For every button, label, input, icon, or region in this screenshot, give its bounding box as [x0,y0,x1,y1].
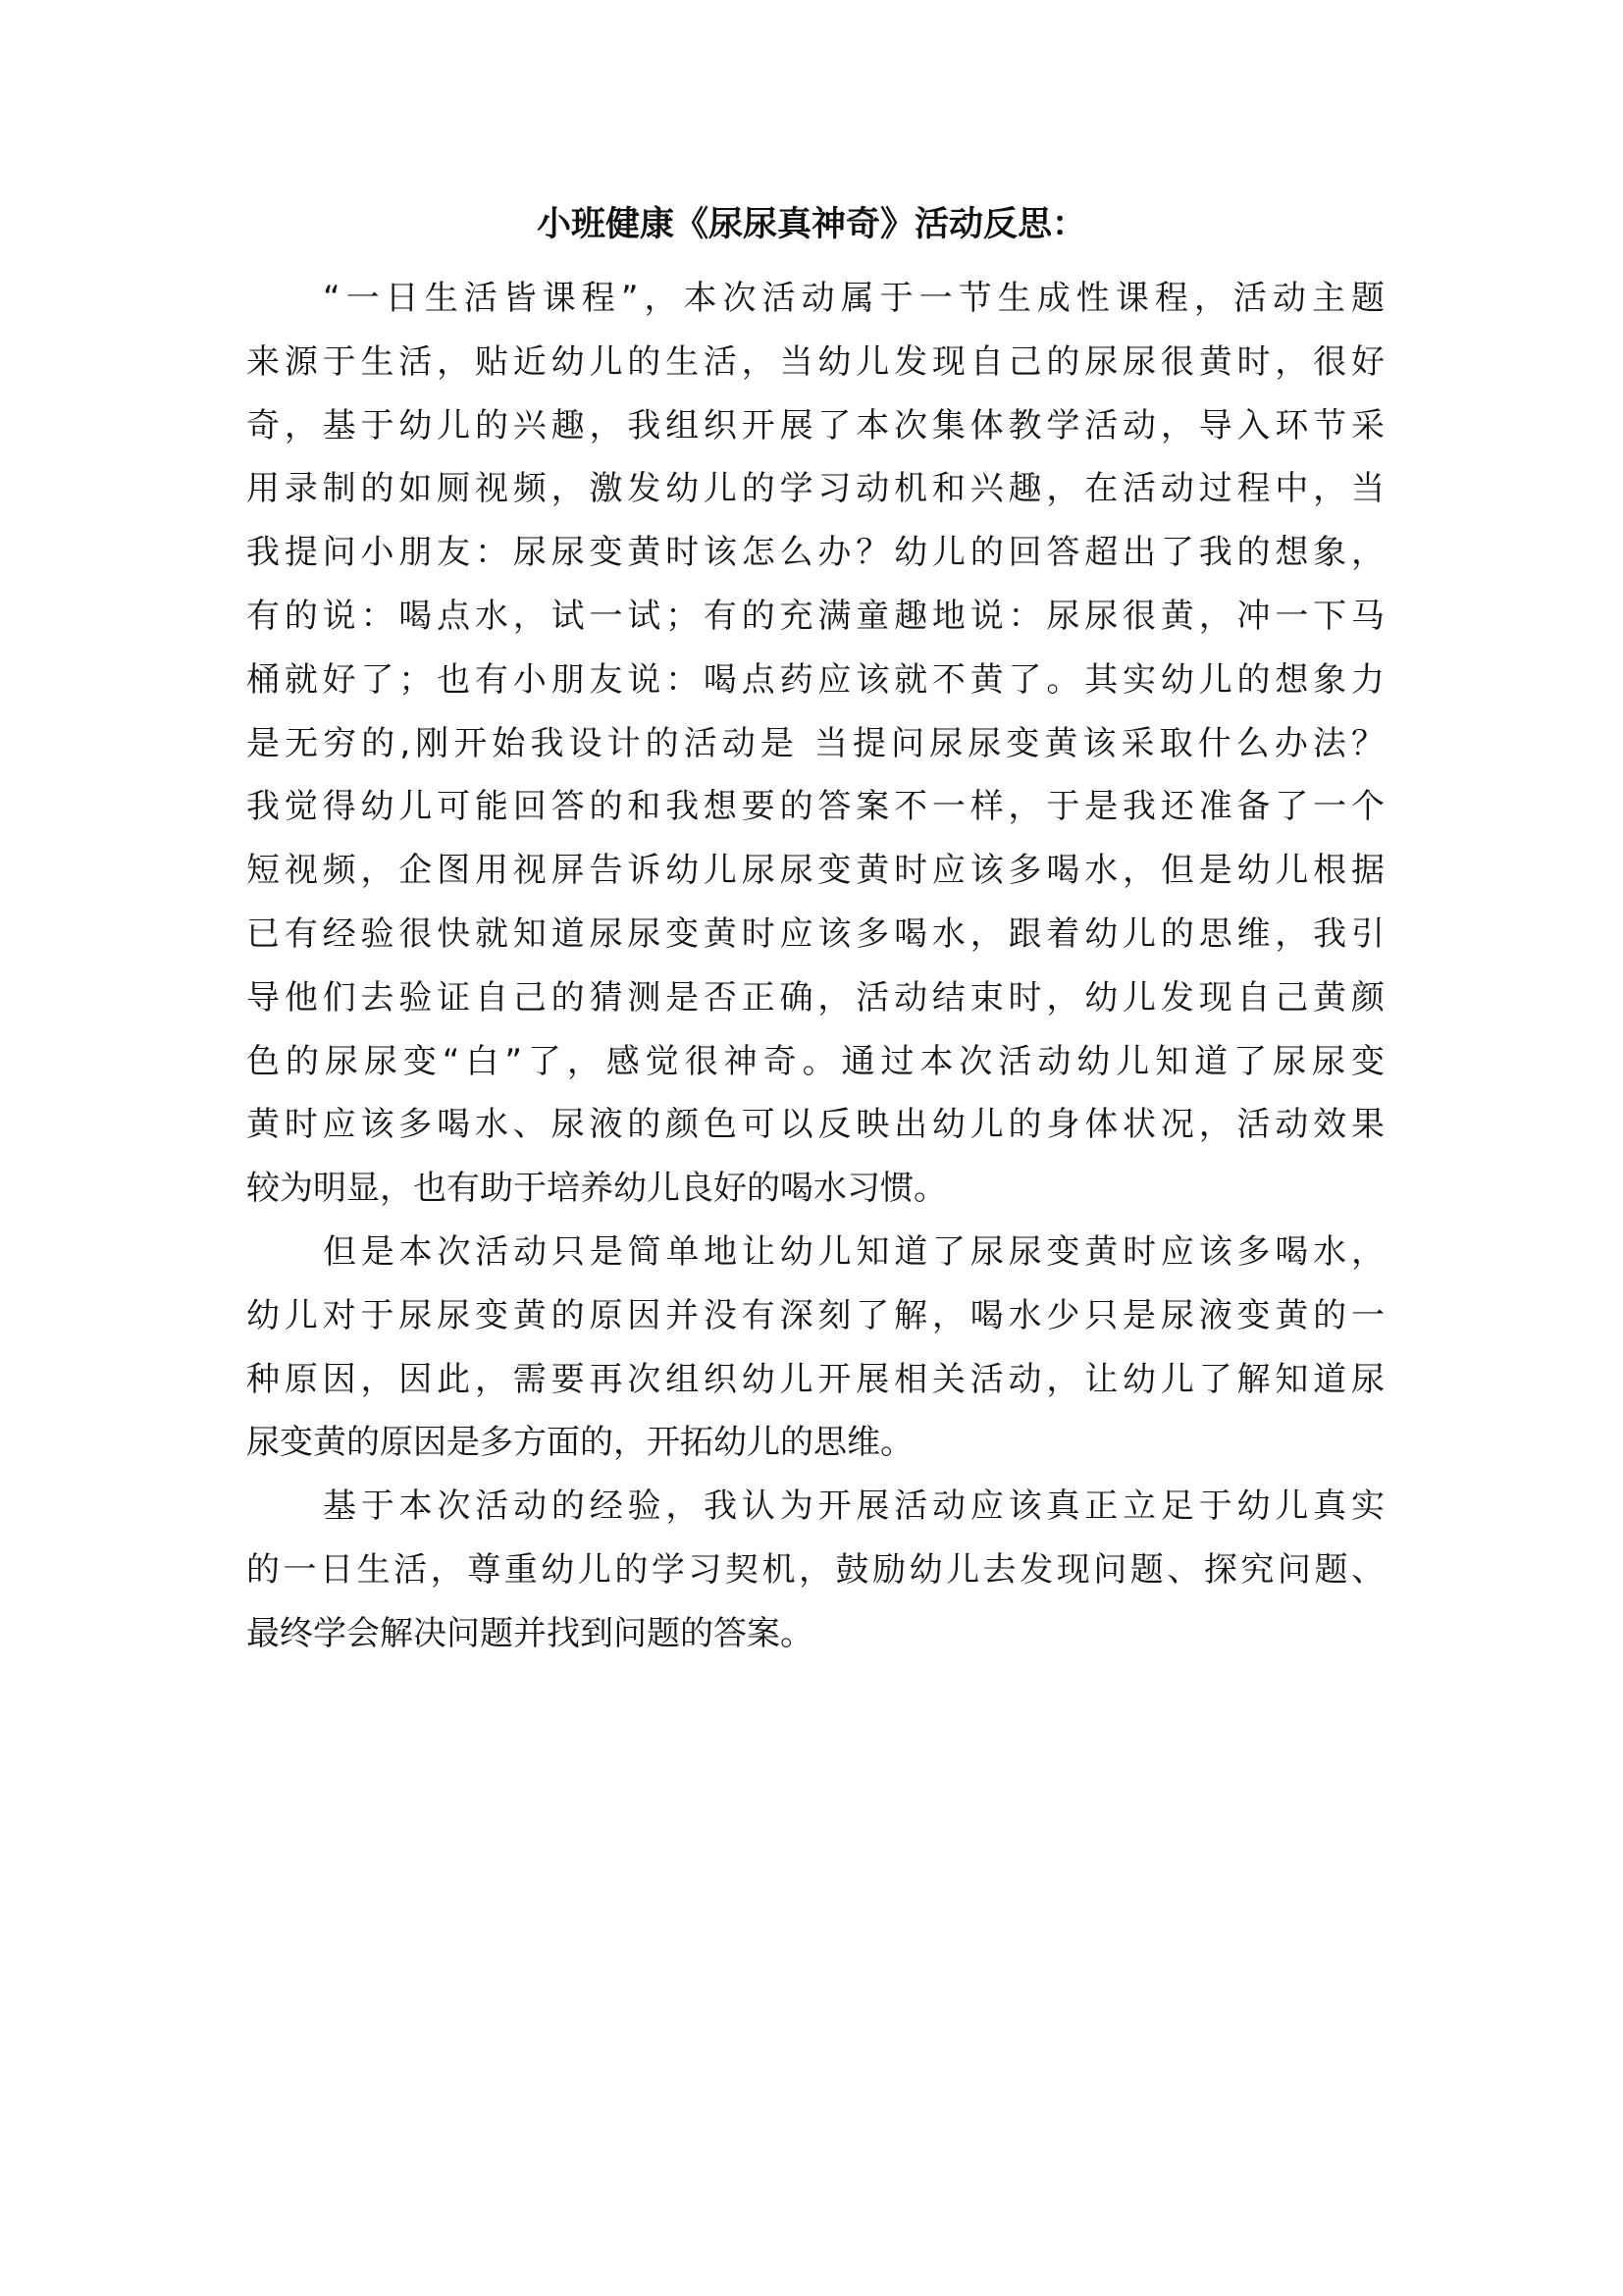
text-line: 尿变黄的原因是多方面的，开拓幼儿的思维。 [246,1423,914,1463]
text-line: 有的说：喝点水，试一试；有的充满童趣地说：尿尿很黄，冲一下马 [246,596,1385,636]
text-line: 基于本次活动的经验，我认为开展活动应该真正立足于幼儿真实 [323,1487,1385,1527]
text-line: 来源于生活，贴近幼儿的生活，当幼儿发现自己的尿尿很黄时，很好 [246,341,1385,382]
text-line: 桶就好了；也有小朋友说：喝点药应该就不黄了。其实幼儿的想象力 [246,659,1385,700]
text-line: 用录制的如厕视频，激发幼儿的学习动机和兴趣，在活动过程中，当 [246,469,1385,509]
text-line: 但是本次活动只是简单地让幼儿知道了尿尿变黄时应该多喝水， [323,1231,1385,1272]
document-body [246,267,1385,1666]
text-line: 导他们去验证自己的猜测是否正确，活动结束时，幼儿发现自己黄颜 [246,977,1385,1018]
text-line: 黄时应该多喝水、尿液的颜色可以反映出幼儿的身体状况，活动效果 [246,1105,1385,1145]
document-title: 小班健康《尿尿真神奇》活动反思： [536,204,1086,244]
text-line: 是无穷的,刚开始我设计的活动是 当提问尿尿变黄该采取什么办法？ [246,723,1385,763]
text-line: 我提问小朋友：尿尿变黄时该怎么办？幼儿的回答超出了我的想象， [246,533,1385,573]
paragraph-2 [246,1221,1385,1475]
text-line: 我觉得幼儿可能回答的和我想要的答案不一样，于是我还准备了一个 [246,787,1385,827]
text-line: 已有经验很快就知道尿尿变黄时应该多喝水，跟着幼儿的思维，我引 [246,913,1385,954]
text-line: 较为明显，也有助于培养幼儿良好的喝水习惯。 [246,1169,947,1209]
text-line: 幼儿对于尿尿变黄的原因并没有深刻了解，喝水少只是尿液变黄的一 [246,1295,1385,1335]
paragraph-1 [246,267,1385,1221]
paragraph-3 [246,1475,1385,1665]
text-line: “一日生活皆课程”，本次活动属于一节生成性课程，活动主题 [323,279,1385,318]
text-line: 最终学会解决问题并找到问题的答案。 [246,1613,813,1653]
text-line: 的一日生活，尊重幼儿的学习契机，鼓励幼儿去发现问题、探究问题、 [246,1549,1385,1590]
text-line: 色的尿尿变“白”了，感觉很神奇。通过本次活动幼儿知道了尿尿变 [246,1041,1385,1081]
text-line: 种原因，因此，需要再次组织幼儿开展相关活动，让幼儿了解知道尿 [246,1359,1385,1399]
text-line: 短视频，企图用视屏告诉幼儿尿尿变黄时应该多喝水，但是幼儿根据 [246,851,1385,891]
text-line: 奇，基于幼儿的兴趣，我组织开展了本次集体教学活动，导入环节采 [246,405,1385,445]
